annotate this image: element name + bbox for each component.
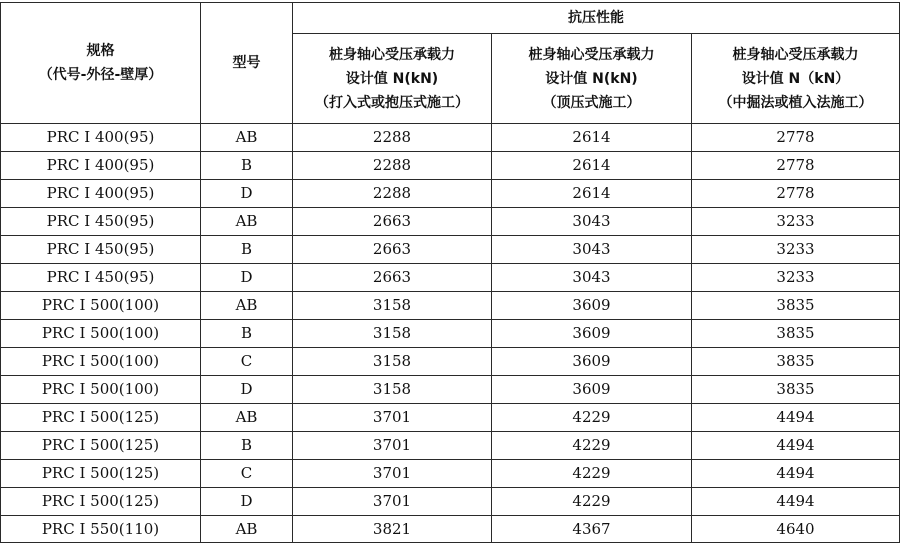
model-cell: B [201, 152, 293, 180]
compression-group-header: 抗压性能 [293, 3, 900, 34]
bored-capacity-cell: 2778 [692, 124, 900, 152]
driven-capacity-header [293, 34, 492, 124]
driven-capacity-cell: 3701 [293, 404, 492, 432]
driven-capacity-cell: 3701 [293, 460, 492, 488]
pile-capacity-table [0, 2, 900, 543]
spec-cell: PRC Ⅰ 500(125) [1, 460, 201, 488]
header-line: （中掘法或植入法施工） [718, 94, 873, 111]
model-cell: D [201, 264, 293, 292]
model-cell: AB [201, 208, 293, 236]
driven-capacity-cell: 3701 [293, 432, 492, 460]
spec-cell: PRC Ⅰ 500(125) [1, 488, 201, 516]
driven-capacity-cell: 2663 [293, 236, 492, 264]
header-line: （打入式或抱压式施工） [315, 94, 469, 111]
table-row [1, 432, 900, 460]
bored-capacity-cell: 4494 [692, 460, 900, 488]
driven-capacity-cell: 3158 [293, 320, 492, 348]
spec-header-line2: （代号-外径-壁厚） [38, 67, 163, 83]
bored-capacity-cell: 4640 [692, 516, 900, 543]
spec-cell: PRC Ⅰ 500(100) [1, 376, 201, 404]
table-row [1, 348, 900, 376]
bored-capacity-cell: 3233 [692, 208, 900, 236]
spec-cell: PRC Ⅰ 400(95) [1, 180, 201, 208]
model-cell: D [201, 180, 293, 208]
bored-capacity-cell: 3835 [692, 348, 900, 376]
model-cell: B [201, 236, 293, 264]
model-cell: C [201, 460, 293, 488]
jacked-capacity-cell: 2614 [492, 124, 692, 152]
spec-header-line1: 规格 [86, 43, 115, 59]
table-row [1, 124, 900, 152]
table-row [1, 516, 900, 543]
bored-capacity-cell: 4494 [692, 488, 900, 516]
driven-capacity-cell: 2288 [293, 180, 492, 208]
table-row [1, 236, 900, 264]
header-line: 设计值 N(kN) [345, 70, 439, 87]
table-row [1, 292, 900, 320]
jacked-capacity-header [492, 34, 692, 124]
spec-cell: PRC Ⅰ 500(100) [1, 320, 201, 348]
model-header: 型号 [201, 3, 293, 124]
table-row [1, 208, 900, 236]
model-cell: AB [201, 292, 293, 320]
table-row [1, 152, 900, 180]
table-row [1, 180, 900, 208]
model-cell: AB [201, 516, 293, 543]
spec-cell: PRC Ⅰ 500(100) [1, 348, 201, 376]
table-row [1, 320, 900, 348]
model-cell: D [201, 488, 293, 516]
bored-capacity-cell: 3835 [692, 320, 900, 348]
jacked-capacity-cell: 4367 [492, 516, 692, 543]
spec-cell: PRC Ⅰ 550(110) [1, 516, 201, 543]
driven-capacity-cell: 2663 [293, 264, 492, 292]
spec-header [1, 3, 201, 124]
model-cell: AB [201, 404, 293, 432]
table-row [1, 264, 900, 292]
driven-capacity-cell: 3158 [293, 348, 492, 376]
table-row [1, 488, 900, 516]
jacked-capacity-cell: 3609 [492, 292, 692, 320]
spec-cell: PRC Ⅰ 450(95) [1, 208, 201, 236]
jacked-capacity-cell: 4229 [492, 432, 692, 460]
jacked-capacity-cell: 3609 [492, 348, 692, 376]
bored-capacity-cell: 3233 [692, 236, 900, 264]
model-cell: B [201, 320, 293, 348]
bored-capacity-cell: 3835 [692, 376, 900, 404]
bored-capacity-cell: 4494 [692, 404, 900, 432]
spec-cell: PRC Ⅰ 400(95) [1, 124, 201, 152]
bored-capacity-cell: 3233 [692, 264, 900, 292]
table-row [1, 460, 900, 488]
header-line: （顶压式施工） [542, 94, 641, 111]
bored-capacity-cell: 2778 [692, 152, 900, 180]
jacked-capacity-cell: 4229 [492, 404, 692, 432]
spec-cell: PRC Ⅰ 450(95) [1, 264, 201, 292]
bored-capacity-header [692, 34, 900, 124]
header-line: 设计值 N（kN） [741, 70, 850, 87]
driven-capacity-cell: 3158 [293, 376, 492, 404]
table-row [1, 376, 900, 404]
jacked-capacity-cell: 4229 [492, 460, 692, 488]
driven-capacity-cell: 3158 [293, 292, 492, 320]
spec-cell: PRC Ⅰ 500(100) [1, 292, 201, 320]
model-cell: C [201, 348, 293, 376]
jacked-capacity-cell: 2614 [492, 152, 692, 180]
jacked-capacity-cell: 4229 [492, 488, 692, 516]
header-line: 桩身轴心受压承载力 [528, 46, 655, 63]
header-line: 桩身轴心受压承载力 [732, 46, 859, 63]
table-row [1, 404, 900, 432]
driven-capacity-cell: 3701 [293, 488, 492, 516]
jacked-capacity-cell: 3043 [492, 236, 692, 264]
jacked-capacity-cell: 3609 [492, 376, 692, 404]
jacked-capacity-cell: 3043 [492, 208, 692, 236]
header-line: 设计值 N(kN) [545, 70, 638, 87]
spec-cell: PRC Ⅰ 400(95) [1, 152, 201, 180]
jacked-capacity-cell: 3609 [492, 320, 692, 348]
bored-capacity-cell: 4494 [692, 432, 900, 460]
driven-capacity-cell: 3821 [293, 516, 492, 543]
table-body [1, 124, 900, 543]
model-cell: B [201, 432, 293, 460]
header-line: 桩身轴心受压承载力 [329, 46, 455, 63]
bored-capacity-cell: 2778 [692, 180, 900, 208]
model-cell: D [201, 376, 293, 404]
spec-cell: PRC Ⅰ 500(125) [1, 404, 201, 432]
driven-capacity-cell: 2663 [293, 208, 492, 236]
driven-capacity-cell: 2288 [293, 124, 492, 152]
model-cell: AB [201, 124, 293, 152]
jacked-capacity-cell: 2614 [492, 180, 692, 208]
spec-cell: PRC Ⅰ 450(95) [1, 236, 201, 264]
bored-capacity-cell: 3835 [692, 292, 900, 320]
driven-capacity-cell: 2288 [293, 152, 492, 180]
spec-cell: PRC Ⅰ 500(125) [1, 432, 201, 460]
jacked-capacity-cell: 3043 [492, 264, 692, 292]
